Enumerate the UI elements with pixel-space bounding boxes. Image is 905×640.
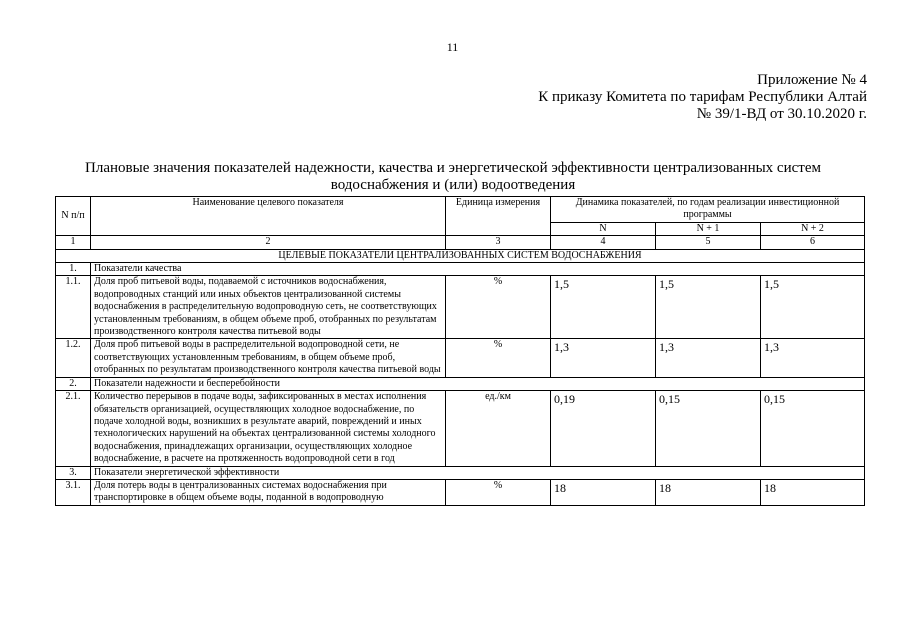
row-unit: % [446, 479, 551, 505]
row-num: 1.2. [56, 339, 91, 377]
column-number: 2 [91, 236, 446, 249]
table-row [56, 479, 865, 505]
header-year-n: N [551, 222, 656, 235]
row-value-n: 18 [551, 479, 656, 505]
row-value-n1: 18 [656, 479, 761, 505]
row-num: 3.1. [56, 479, 91, 505]
header-unit: Единица измерения [446, 197, 551, 236]
document-title [53, 160, 853, 194]
row-num: 2.1. [56, 391, 91, 466]
row-indicator-name: Доля проб питьевой воды, подаваемой с источников водоснабжения, водопроводных станций или иных объектов централизованной системы водоснабжения в распределительную водопроводную сеть, не соответствующих установленным требованиям, в общем объеме проб, отобранных по результатам производственного контроля качества питьевой воды [91, 276, 446, 339]
row-value-n: 1,5 [551, 276, 656, 339]
section-row [56, 249, 865, 262]
row-indicator-name: Доля потерь воды в централизованных системах водоснабжения при транспортировке в общем объеме воды, поданной в водопроводную [91, 479, 446, 505]
row-value-n2: 1,5 [761, 276, 865, 339]
column-number: 4 [551, 236, 656, 249]
table-row [56, 391, 865, 466]
row-value-n1: 0,15 [656, 391, 761, 466]
annex-line-1: Приложение № 4 [757, 72, 867, 88]
row-indicator-name: Количество перерывов в подаче воды, зафиксированных в местах исполнения обязательств организацией, осуществляющих холодное водоснабжение, по подаче холодной воды, возникших в результате аварий, повреждений и иных технологических нарушений на объектах централизованной системы холодного водоснабжения, принадлежащих организации, осуществляющих холодное водоснабжение, в расчете на протяженность водопроводной сети в год [91, 391, 446, 466]
section-title: ЦЕЛЕВЫЕ ПОКАЗАТЕЛИ ЦЕНТРАЛИЗОВАННЫХ СИСТЕМ ВОДОСНАБЖЕНИЯ [56, 249, 865, 262]
row-value-n2: 0,15 [761, 391, 865, 466]
row-value-n2: 18 [761, 479, 865, 505]
group-num: 3. [56, 466, 91, 479]
row-unit: % [446, 339, 551, 377]
column-numbers-row [56, 236, 865, 249]
page-number: 11 [446, 40, 459, 54]
group-num: 1. [56, 263, 91, 276]
row-unit: % [446, 276, 551, 339]
document-title-line-1: Плановые значения показателей надежности, качества и энергетической эффективности централизованных систем [85, 160, 821, 176]
group-name: Показатели качества [91, 263, 865, 276]
annex-line-3: № 39/1-ВД от 30.10.2020 г. [696, 106, 867, 122]
column-number: 5 [656, 236, 761, 249]
group-row [56, 263, 865, 276]
column-number: 3 [446, 236, 551, 249]
table-row [56, 339, 865, 377]
header-dynamics: Динамика показателей, по годам реализации инвестиционной программы [551, 197, 865, 223]
row-indicator-name: Доля проб питьевой воды в распределительной водопроводной сети, не соответствующих установленным требованиям, в общем объеме проб, отобранных по результатам производственного контроля качества питьевой воды [91, 339, 446, 377]
table-row [56, 276, 865, 339]
group-name: Показатели энергетической эффективности [91, 466, 865, 479]
document-title-line-2: водоснабжения и (или) водоотведения [330, 177, 576, 193]
row-value-n1: 1,5 [656, 276, 761, 339]
group-num: 2. [56, 377, 91, 390]
row-value-n: 0,19 [551, 391, 656, 466]
row-value-n2: 1,3 [761, 339, 865, 377]
group-name: Показатели надежности и бесперебойности [91, 377, 865, 390]
column-number: 1 [56, 236, 91, 249]
header-year-n2: N + 2 [761, 222, 865, 235]
annex-block [538, 72, 867, 123]
header-year-n1: N + 1 [656, 222, 761, 235]
group-row [56, 377, 865, 390]
header-name: Наименование целевого показателя [91, 197, 446, 236]
group-row [56, 466, 865, 479]
column-number: 6 [761, 236, 865, 249]
table-header-row [56, 197, 865, 223]
header-num: N п/п [56, 197, 91, 236]
row-value-n: 1,3 [551, 339, 656, 377]
row-num: 1.1. [56, 276, 91, 339]
targets-table [55, 196, 865, 506]
annex-line-2: К приказу Комитета по тарифам Республики Алтай [538, 89, 867, 105]
row-value-n1: 1,3 [656, 339, 761, 377]
row-unit: ед./км [446, 391, 551, 466]
